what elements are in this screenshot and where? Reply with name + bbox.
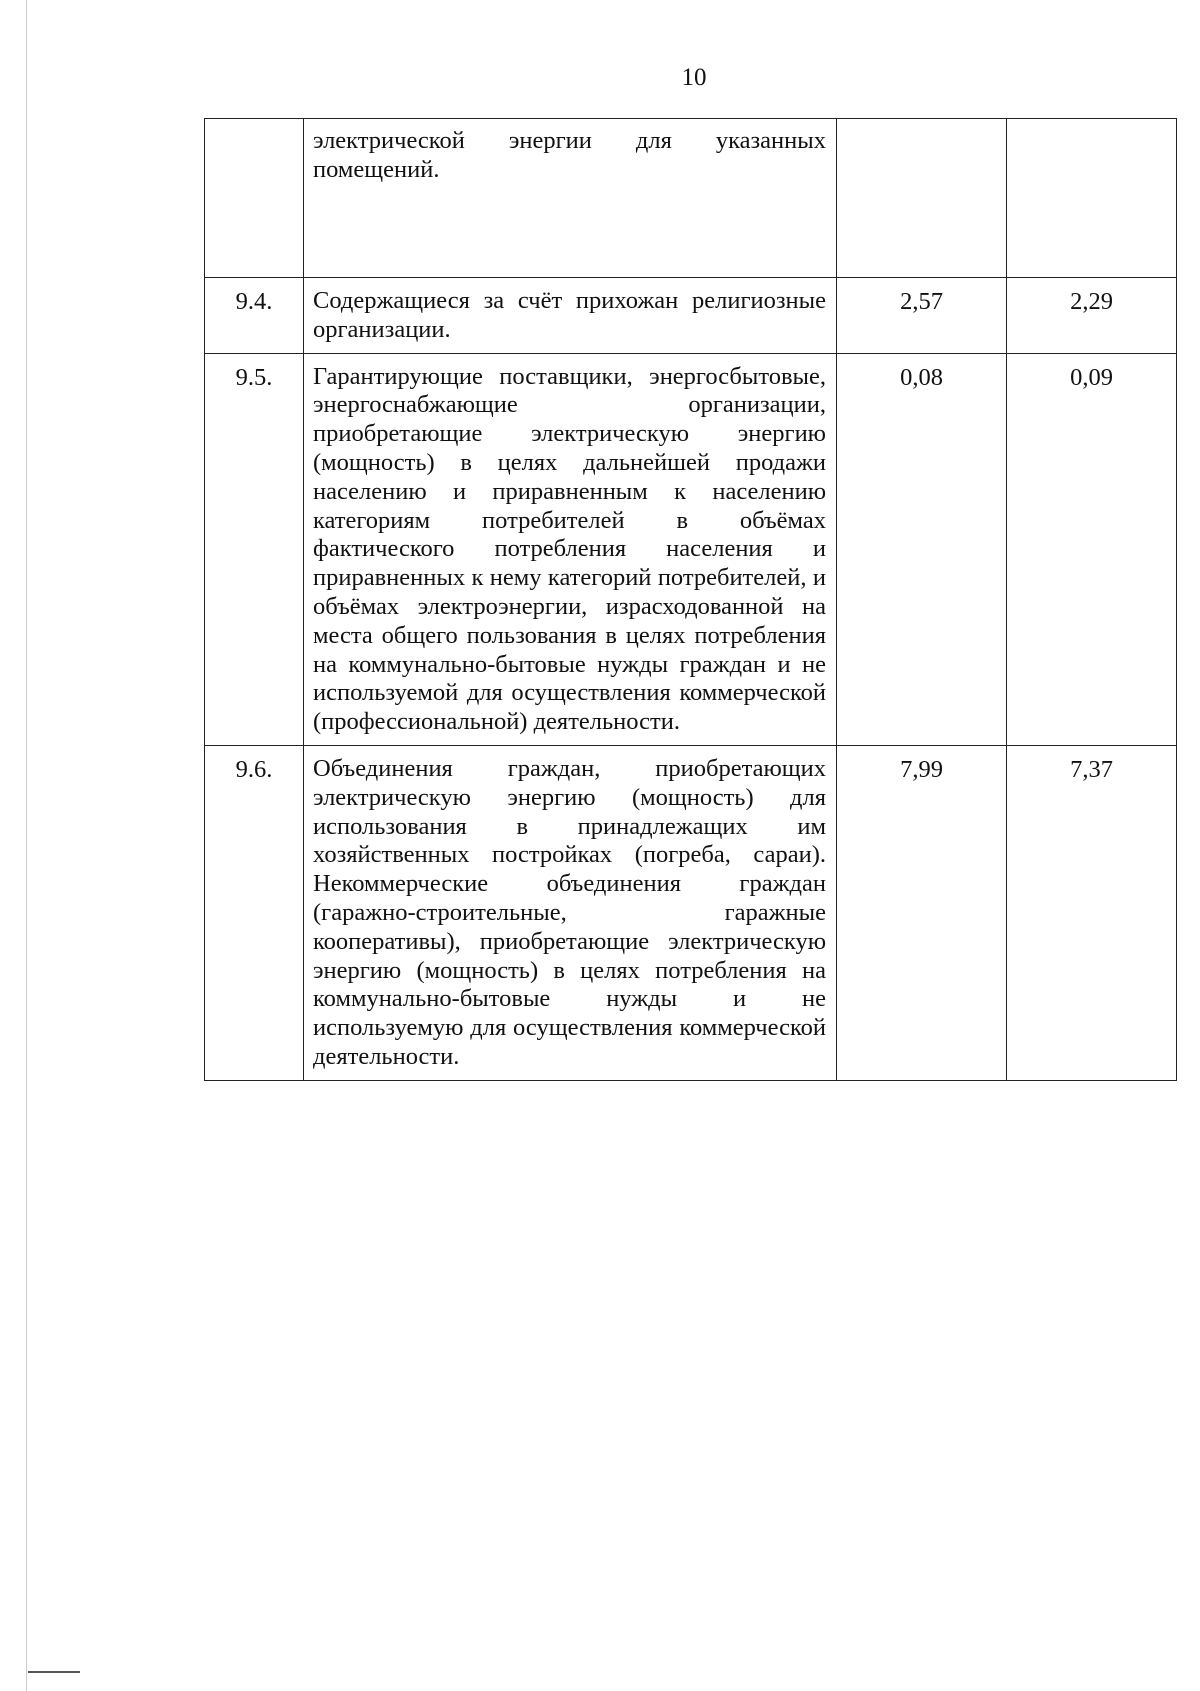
row-value-1: 2,57 — [837, 278, 1007, 354]
table-row — [205, 278, 1177, 354]
row-description-text: Содержащиеся за счёт прихожан религиозные организации. — [313, 287, 826, 343]
row-value-2: 2,29 — [1007, 278, 1177, 354]
row-description-text: Гарантирующие поставщики, энергосбытовые, энергоснабжающие организации, приобретающие электрическую энергию (мощность) в целях дальнейшей продажи населению и приравненным к населению категориям потребителей в объёмах фактического потребления населения и приравненных к нему категорий потребителей, и объёмах электроэнергии, израсходованной на места общего пользования в целях потребления на коммунально-бытовые нужды граждан и не используемой для осуществления коммерческой (профессиональной) деятельности. — [313, 362, 826, 736]
row-description — [304, 278, 837, 354]
table-row — [205, 745, 1177, 1080]
scan-edge-line — [26, 0, 27, 1691]
row-description-text: Объединения граждан, приобретающих электрическую энергию (мощность) для использования в принадлежащих им хозяйственных постройках (погреба, сараи). Некоммерческие объединения граждан (гаражно-строительные, гаражные кооперативы), приобретающие электрическую энергию (мощность) в целях потребления на коммунально-бытовые нужды и не используемую для осуществления коммерческой деятельности. — [313, 754, 826, 1070]
row-description — [304, 119, 837, 278]
row-value-1: 7,99 — [837, 745, 1007, 1080]
row-description — [304, 745, 837, 1080]
row-description — [304, 353, 837, 745]
page-number — [0, 64, 1200, 92]
table-row — [205, 119, 1177, 278]
footer-scan-mark — [28, 1671, 80, 1673]
row-value-1: 0,08 — [837, 353, 1007, 745]
row-value-2: 0,09 — [1007, 353, 1177, 745]
row-value-2 — [1007, 119, 1177, 278]
row-number: 9.4. — [205, 278, 304, 354]
table-row — [205, 353, 1177, 745]
row-number: 9.5. — [205, 353, 304, 745]
row-number: 9.6. — [205, 745, 304, 1080]
row-value-1 — [837, 119, 1007, 278]
tariff-table — [204, 118, 1177, 1081]
page-number-text: 10 — [681, 64, 707, 91]
row-description-text: электрической энергии для указанных помещений. — [313, 127, 826, 183]
row-value-2: 7,37 — [1007, 745, 1177, 1080]
row-number — [205, 119, 304, 278]
